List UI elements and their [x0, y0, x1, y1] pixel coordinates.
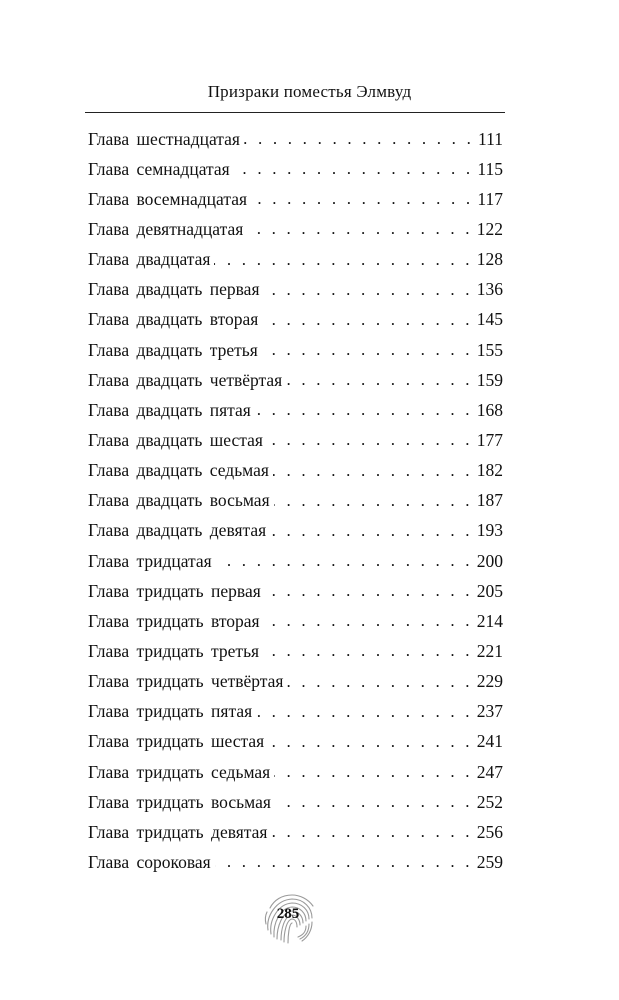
toc-entry-title: Глава двадцать пятая — [88, 399, 251, 420]
toc-entry — [88, 516, 503, 546]
toc-entry-title: Глава тридцатая — [88, 550, 212, 571]
toc-entry — [88, 486, 503, 516]
toc-entry-page: 256 — [476, 821, 503, 842]
toc-entry-page: 221 — [476, 640, 503, 661]
dot-leader — [287, 672, 472, 692]
toc-entry-title: Глава двадцать шестая — [88, 429, 263, 450]
toc-entry-page: 111 — [478, 128, 503, 149]
toc-entry-title: Глава тридцать девятая — [88, 821, 268, 842]
toc-entry-title: Глава двадцать первая — [88, 279, 260, 300]
dot-leader — [256, 702, 473, 722]
toc-entry — [88, 727, 503, 757]
dot-leader — [216, 551, 473, 571]
toc-entry — [88, 697, 503, 727]
toc-entry-page: 177 — [476, 429, 503, 450]
toc-entry-page: 241 — [476, 731, 503, 752]
toc-entry-page: 128 — [476, 249, 503, 270]
toc-entry-page: 259 — [476, 851, 503, 872]
toc-entry-page: 193 — [476, 520, 503, 541]
dot-leader — [274, 491, 473, 511]
page-number-ornament — [262, 890, 318, 946]
toc-entry-page: 252 — [476, 791, 503, 812]
page-number: 285 — [276, 906, 300, 922]
toc-entry — [88, 184, 503, 214]
toc-entry — [88, 245, 503, 275]
dot-leader — [270, 521, 473, 541]
toc-entry-title: Глава двадцать вторая — [88, 309, 259, 330]
toc-entry-title: Глава двадцать седьмая — [88, 460, 269, 481]
toc-entry-title: Глава тридцать четвёртая — [88, 671, 284, 692]
dot-leader — [244, 129, 474, 149]
dot-leader — [215, 852, 473, 872]
toc-entry — [88, 667, 503, 697]
toc-entry-title: Глава девятнадцатая — [88, 218, 244, 239]
toc-entry-title: Глава двадцать девятая — [88, 520, 267, 541]
dot-leader — [262, 310, 472, 330]
toc-entry — [88, 546, 503, 576]
dot-leader — [271, 822, 472, 842]
toc-entry-title: Глава двадцать восьмая — [88, 490, 270, 511]
toc-entry-page: 155 — [476, 339, 503, 360]
toc-entry — [88, 847, 503, 877]
dot-leader — [214, 250, 472, 270]
toc-entry-title: Глава тридцать пятая — [88, 701, 253, 722]
toc-entry-title: Глава тридцать шестая — [88, 731, 265, 752]
toc-entry-title: Глава шестнадцатая — [88, 128, 240, 149]
dot-leader — [264, 280, 473, 300]
toc-entry-title: Глава двадцать четвёртая — [88, 369, 283, 390]
dot-leader — [264, 611, 473, 631]
toc-entry-page: 205 — [476, 580, 503, 601]
toc-entry-title: Глава тридцать восьмая — [88, 791, 271, 812]
toc-entry-page: 168 — [476, 399, 503, 420]
toc-entry-page: 122 — [476, 218, 503, 239]
toc-entry — [88, 606, 503, 636]
toc-entry-page: 237 — [476, 701, 503, 722]
toc-entry-title: Глава двадцать третья — [88, 339, 258, 360]
toc-entry-title: Глава тридцать третья — [88, 640, 260, 661]
toc-entry-title: Глава тридцать первая — [88, 580, 261, 601]
toc-entry — [88, 787, 503, 817]
dot-leader — [265, 581, 473, 601]
toc-entry-page: 117 — [477, 188, 503, 209]
dot-leader — [273, 461, 473, 481]
toc-entry — [88, 456, 503, 486]
toc-entry-page: 247 — [476, 761, 503, 782]
toc-entry — [88, 817, 503, 847]
dot-leader — [286, 370, 473, 390]
toc-entry-page: 187 — [476, 490, 503, 511]
toc-entry-title: Глава тридцать седьмая — [88, 761, 271, 782]
running-head: Призраки поместья Элмвуд — [207, 82, 412, 101]
toc-entry-page: 145 — [476, 309, 503, 330]
toc-entry-page: 214 — [476, 610, 503, 631]
dot-leader — [234, 159, 474, 179]
toc-entry — [88, 305, 503, 335]
toc-entry-page: 136 — [476, 279, 503, 300]
toc-entry — [88, 275, 503, 305]
toc-entry-page: 182 — [476, 460, 503, 481]
toc-entry — [88, 757, 503, 787]
table-of-contents — [88, 124, 503, 878]
toc-entry-title: Глава тридцать вторая — [88, 610, 260, 631]
toc-entry-page: 159 — [476, 369, 503, 390]
toc-entry-title: Глава двадцатая — [88, 249, 211, 270]
toc-entry — [88, 576, 503, 606]
dot-leader — [255, 400, 473, 420]
toc-entry-title: Глава семнадцатая — [88, 158, 230, 179]
dot-leader — [268, 732, 473, 752]
dot-leader — [247, 219, 472, 239]
dot-leader — [275, 792, 473, 812]
toc-entry — [88, 124, 503, 154]
dot-leader — [267, 430, 473, 450]
dot-leader — [251, 189, 473, 209]
dot-leader — [274, 762, 473, 782]
toc-entry-title: Глава сороковая — [88, 851, 211, 872]
dot-leader — [262, 340, 473, 360]
toc-entry — [88, 335, 503, 365]
toc-entry — [88, 365, 503, 395]
toc-entry — [88, 425, 503, 455]
dot-leader — [263, 641, 473, 661]
toc-entry — [88, 214, 503, 244]
toc-entry-title: Глава восемнадцатая — [88, 188, 248, 209]
toc-entry — [88, 395, 503, 425]
toc-entry — [88, 154, 503, 184]
toc-entry-page: 229 — [476, 671, 503, 692]
toc-entry — [88, 636, 503, 666]
toc-entry-page: 200 — [476, 550, 503, 571]
toc-entry-page: 115 — [477, 158, 503, 179]
header-rule — [85, 112, 505, 113]
